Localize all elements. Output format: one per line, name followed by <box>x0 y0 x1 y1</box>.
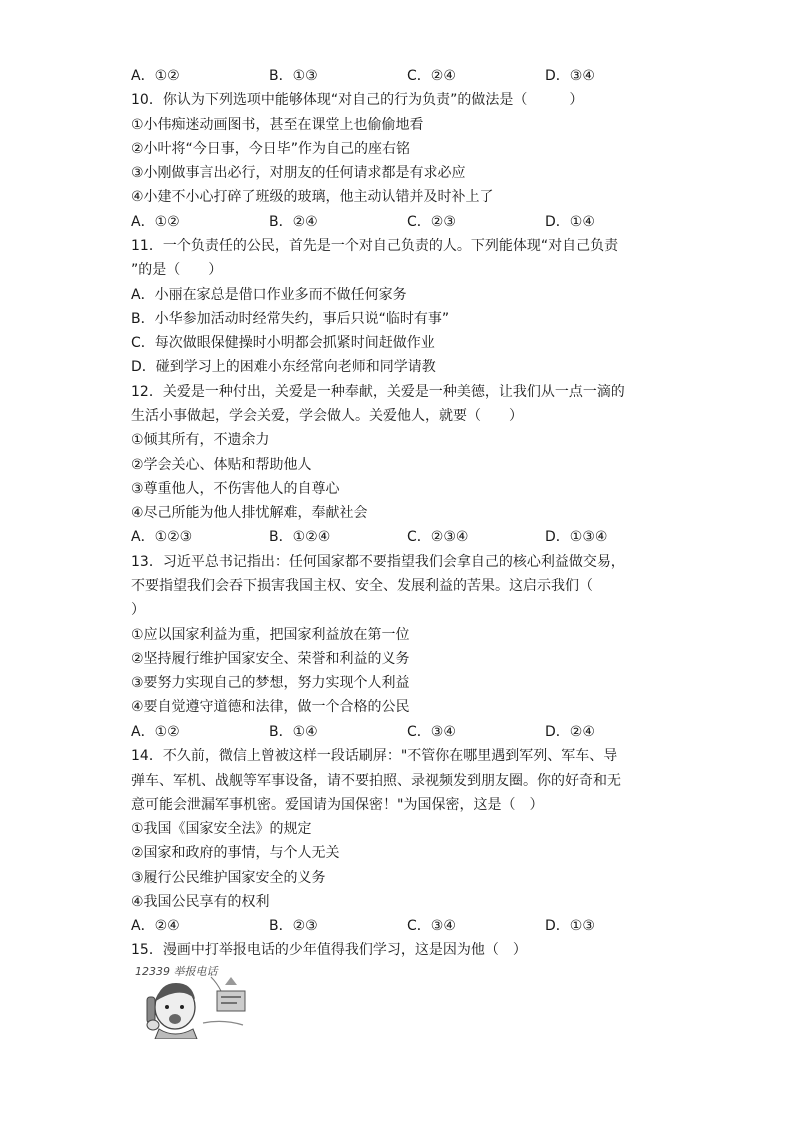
q12-item-4: ④尽己所能为他人排忧解难，奉献社会 <box>131 505 368 521</box>
q12-item-2: ②学会关心、体贴和帮助他人 <box>131 457 312 473</box>
q12-option-c[interactable]: C．②③④ <box>407 529 469 545</box>
q9-option-d[interactable]: D．③④ <box>545 68 595 84</box>
q10-option-c[interactable]: C．②③ <box>407 214 456 230</box>
q10-option-b[interactable]: B．②④ <box>269 214 318 230</box>
q14-option-a[interactable]: A．②④ <box>131 918 180 934</box>
q13-stem-line-2: 不要指望我们会吞下损害我国主权、安全、发展利益的苦果。这启示我们（ <box>131 578 593 594</box>
q12-item-3: ③尊重他人，不伤害他人的自尊心 <box>131 481 340 497</box>
cartoon-caption: 12339 举报电话 <box>135 965 218 978</box>
q10-item-2: ②小叶将“今日事，今日毕”作为自己的座右铭 <box>131 141 411 157</box>
q14-option-d[interactable]: D．①③ <box>545 918 595 934</box>
q9-option-a[interactable]: A．①② <box>131 68 180 84</box>
q13-option-c[interactable]: C．③④ <box>407 724 456 740</box>
q13-option-b[interactable]: B．①④ <box>269 724 318 740</box>
q14-stem-line-2: 弹车、军机、战舰等军事设备，请不要拍照、录视频发到朋友圈。你的好奇和无 <box>131 773 621 789</box>
q13-stem-line-3: ） <box>131 602 145 618</box>
q13-item-1: ①应以国家利益为重，把国家利益放在第一位 <box>131 627 410 643</box>
q13-stem-line-1: 13．习近平总书记指出：任何国家都不要指望我们会拿自己的核心利益做交易， <box>131 554 625 570</box>
q10-item-4: ④小建不小心打碎了班级的玻璃，他主动认错并及时补上了 <box>131 189 494 205</box>
cartoon-hotline-illustration <box>133 963 271 1039</box>
q11-stem-line-1: 11．一个负责任的公民，首先是一个对自己负责的人。下列能体现“对自己负责 <box>131 238 619 254</box>
q14-stem-line-1: 14．不久前，微信上曾被这样一段话刷屏："不管你在哪里遇到军列、军车、导 <box>131 748 618 764</box>
q10-item-1: ①小伟痴迷动画图书，甚至在课堂上也偷偷地看 <box>131 117 424 133</box>
q14-option-c[interactable]: C．③④ <box>407 918 456 934</box>
q12-stem-line-1: 12．关爱是一种付出，关爱是一种奉献，关爱是一种美德，让我们从一点一滴的 <box>131 384 625 400</box>
q14-item-4: ④我国公民享有的权利 <box>131 894 270 910</box>
q14-stem-line-3: 意可能会泄漏军事机密。爱国请为国保密！"为国保密，这是（ ） <box>131 797 544 813</box>
q14-option-b[interactable]: B．②③ <box>269 918 318 934</box>
q12-item-1: ①倾其所有，不遗余力 <box>131 432 270 448</box>
q13-item-4: ④要自觉遵守道德和法律，做一个合格的公民 <box>131 699 410 715</box>
q13-item-2: ②坚持履行维护国家安全、荣誉和利益的义务 <box>131 651 410 667</box>
q11-option-a[interactable]: A．小丽在家总是借口作业多而不做任何家务 <box>131 287 407 303</box>
q11-stem-line-2: ”的是（ ） <box>131 262 223 278</box>
q14-item-1: ①我国《国家安全法》的规定 <box>131 821 312 837</box>
q12-stem-line-2: 生活小事做起，学会关爱，学会做人。关爱他人，就要（ ） <box>131 408 523 424</box>
q9-option-c[interactable]: C．②④ <box>407 68 456 84</box>
q10-item-3: ③小刚做事言出必行，对朋友的任何请求都是有求必应 <box>131 165 466 181</box>
q11-option-d[interactable]: D．碰到学习上的困难小东经常向老师和同学请教 <box>131 359 436 375</box>
q12-option-a[interactable]: A．①②③ <box>131 529 193 545</box>
q12-option-b[interactable]: B．①②④ <box>269 529 331 545</box>
q11-option-b[interactable]: B．小华参加活动时经常失约，事后只说“临时有事” <box>131 311 450 327</box>
q10-option-a[interactable]: A．①② <box>131 214 180 230</box>
q13-option-a[interactable]: A．①② <box>131 724 180 740</box>
q13-item-3: ③要努力实现自己的梦想，努力实现个人利益 <box>131 675 410 691</box>
q12-option-d[interactable]: D．①③④ <box>545 529 608 545</box>
q11-option-c[interactable]: C．每次做眼保健操时小明都会抓紧时间赶做作业 <box>131 335 435 351</box>
q13-option-d[interactable]: D．②④ <box>545 724 595 740</box>
q15-stem: 15．漫画中打举报电话的少年值得我们学习，这是因为他（ ） <box>131 942 527 958</box>
q14-item-3: ③履行公民维护国家安全的义务 <box>131 870 326 886</box>
q9-option-b[interactable]: B．①③ <box>269 68 318 84</box>
q10-option-d[interactable]: D．①④ <box>545 214 595 230</box>
q14-item-2: ②国家和政府的事情，与个人无关 <box>131 845 340 861</box>
q10-stem: 10．你认为下列选项中能够体现“对自己的行为负责”的做法是（ ） <box>131 92 584 108</box>
